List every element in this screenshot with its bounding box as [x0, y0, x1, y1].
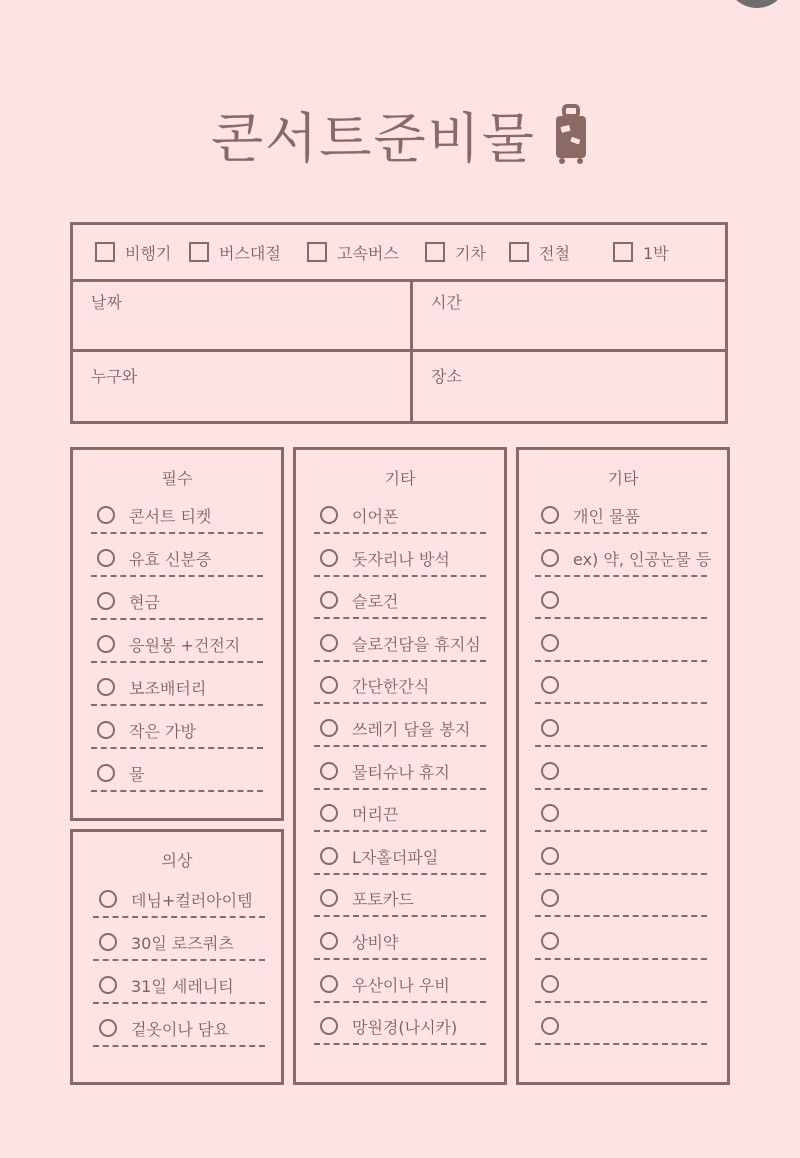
circle-checkbox-icon[interactable]: [320, 889, 338, 907]
checklist-item-label: 겉옷이나 담요: [131, 1020, 229, 1039]
checklist-item-label: 30일 로즈쿼츠: [131, 934, 234, 953]
checklist-item[interactable]: [320, 845, 486, 887]
circle-checkbox-icon[interactable]: [320, 719, 338, 737]
circle-checkbox-icon[interactable]: [541, 634, 559, 652]
circle-checkbox-icon[interactable]: [541, 804, 559, 822]
clothing-panel: [70, 829, 284, 1085]
circle-checkbox-icon[interactable]: [320, 975, 338, 993]
checklist-item[interactable]: [541, 547, 712, 589]
circle-checkbox-icon[interactable]: [97, 764, 115, 782]
with-whom-field[interactable]: [73, 352, 410, 424]
checklist-item[interactable]: [320, 973, 486, 1015]
dashed-line: [91, 618, 263, 620]
checklist-item[interactable]: [320, 674, 486, 716]
dashed-line: [314, 532, 486, 534]
circle-checkbox-icon[interactable]: [99, 890, 117, 908]
dashed-line: [91, 661, 263, 663]
circle-checkbox-icon[interactable]: [320, 676, 338, 694]
dashed-line: [535, 745, 707, 747]
dashed-line: [91, 575, 263, 577]
circle-checkbox-icon[interactable]: [320, 762, 338, 780]
circle-checkbox-icon[interactable]: [541, 506, 559, 524]
transport-option-overnight[interactable]: 1박: [613, 241, 669, 263]
circle-checkbox-icon[interactable]: [541, 549, 559, 567]
checklist-item-label: 데님+컬러아이템: [131, 891, 253, 910]
essentials-panel: [70, 447, 284, 821]
checklist-item-label: 머리끈: [352, 805, 399, 825]
checklist-item[interactable]: [320, 504, 486, 546]
dashed-line: [535, 915, 707, 917]
checklist-item-label: 돗자리나 방석: [352, 549, 450, 569]
circle-checkbox-icon[interactable]: [99, 1019, 117, 1037]
checklist-item[interactable]: [97, 633, 263, 675]
dashed-line: [314, 575, 486, 577]
circle-checkbox-icon[interactable]: [541, 975, 559, 993]
dashed-line: [314, 1001, 486, 1003]
checklist-item[interactable]: [541, 589, 707, 631]
checkbox[interactable]: [509, 242, 529, 262]
checklist-item-label: 이어폰: [352, 507, 399, 526]
checklist-item-label: 유효 신분증: [129, 550, 212, 569]
dashed-line: [93, 916, 265, 918]
checklist-item-label: 상비약: [352, 933, 399, 952]
other-panel-right: [516, 447, 730, 1085]
circle-checkbox-icon[interactable]: [320, 932, 338, 950]
circle-checkbox-icon[interactable]: [541, 889, 559, 907]
dashed-line: [314, 660, 486, 662]
checkbox[interactable]: [613, 242, 633, 262]
transport-option-train[interactable]: 기차: [425, 241, 486, 263]
checklist-item-label: 우산이나 우비: [352, 975, 450, 995]
checklist-item[interactable]: [97, 504, 263, 546]
dashed-line: [535, 575, 707, 577]
checklist-item[interactable]: [99, 931, 265, 973]
checkbox[interactable]: [307, 242, 327, 262]
circle-checkbox-icon[interactable]: [541, 676, 559, 694]
dashed-line: [535, 1001, 707, 1003]
dashed-line: [91, 704, 263, 706]
checklist-item[interactable]: [97, 676, 263, 718]
panel-title: 기타: [384, 469, 416, 488]
checklist-item-label: 슬로건: [352, 592, 399, 612]
circle-checkbox-icon[interactable]: [97, 506, 115, 524]
checklist-item[interactable]: [320, 717, 486, 759]
dashed-line: [314, 873, 486, 875]
dashed-line: [91, 747, 263, 749]
checklist-item[interactable]: [97, 719, 263, 761]
circle-checkbox-icon[interactable]: [97, 721, 115, 739]
dashed-line: [535, 873, 707, 875]
checklist-item-label: 슬로건담을 휴지심: [352, 634, 481, 654]
circle-checkbox-icon[interactable]: [541, 762, 559, 780]
checklist-item[interactable]: [320, 930, 486, 972]
checklist-item[interactable]: [97, 762, 263, 804]
place-field[interactable]: [413, 352, 725, 424]
checklist-item[interactable]: [97, 547, 263, 589]
circle-checkbox-icon[interactable]: [97, 678, 115, 696]
corner-button[interactable]: [726, 0, 788, 8]
circle-checkbox-icon[interactable]: [97, 635, 115, 653]
checklist-item[interactable]: [541, 930, 707, 972]
panel-title: 필수: [161, 469, 193, 488]
checklist-item-label: 포토카드: [352, 890, 414, 910]
circle-checkbox-icon[interactable]: [541, 847, 559, 865]
dashed-line: [314, 958, 486, 960]
checklist-item[interactable]: [320, 589, 486, 631]
checklist-item[interactable]: [320, 632, 486, 674]
checklist-item[interactable]: [320, 1015, 486, 1057]
panel-title: 기타: [607, 469, 639, 488]
dashed-line: [314, 788, 486, 790]
checklist-item-label: 31일 세레니티: [131, 977, 234, 996]
circle-checkbox-icon[interactable]: [320, 591, 338, 609]
dashed-line: [93, 959, 265, 961]
dashed-line: [535, 532, 707, 534]
dashed-line: [314, 745, 486, 747]
checklist-item[interactable]: [541, 973, 707, 1015]
checklist-item-label: 쓰레기 담을 봉지: [352, 720, 471, 739]
date-field[interactable]: [73, 282, 410, 349]
checklist-item-label: 콘서트 티켓: [129, 507, 212, 526]
checklist-item[interactable]: [541, 504, 707, 546]
checklist-item-label: 망원경(나시카): [352, 1018, 458, 1038]
dashed-line: [535, 830, 707, 832]
dashed-line: [314, 702, 486, 704]
checklist-item[interactable]: [97, 590, 263, 632]
checklist-item-label: 개인 물품: [573, 507, 640, 526]
page-title: 콘서트준비물: [210, 107, 536, 170]
checklist-item[interactable]: [541, 845, 707, 887]
circle-checkbox-icon[interactable]: [320, 847, 338, 865]
circle-checkbox-icon[interactable]: [320, 549, 338, 567]
checklist-item[interactable]: [541, 760, 707, 802]
dashed-line: [314, 617, 486, 619]
circle-checkbox-icon[interactable]: [320, 804, 338, 822]
checklist-item[interactable]: [99, 888, 265, 930]
dashed-line: [535, 1043, 707, 1045]
checklist-item[interactable]: [320, 760, 486, 802]
checklist-item[interactable]: [541, 887, 707, 929]
checklist-item[interactable]: [541, 632, 707, 674]
checklist-item[interactable]: [320, 547, 486, 589]
dashed-line: [314, 915, 486, 917]
circle-checkbox-icon[interactable]: [541, 719, 559, 737]
transport-option-express-bus[interactable]: 고속버스: [307, 241, 399, 263]
circle-checkbox-icon[interactable]: [541, 591, 559, 609]
circle-checkbox-icon[interactable]: [99, 976, 117, 994]
dashed-line: [93, 1002, 265, 1004]
dashed-line: [535, 660, 707, 662]
checklist-item-label: 물: [129, 765, 145, 784]
field-label: 누구와: [91, 367, 138, 386]
transport-option-plane[interactable]: 비행기: [95, 241, 171, 263]
dashed-line: [314, 830, 486, 832]
checkbox[interactable]: [189, 242, 209, 262]
checkbox[interactable]: [425, 242, 445, 262]
checklist-item-label: L자홀더파일: [352, 847, 439, 867]
field-label: 시간: [431, 293, 462, 312]
checklist-item-label: 응원봉 +건전지: [129, 636, 241, 655]
circle-checkbox-icon[interactable]: [541, 932, 559, 950]
circle-checkbox-icon[interactable]: [541, 1017, 559, 1035]
dashed-line: [314, 1043, 486, 1045]
luggage-icon: [553, 104, 589, 166]
checklist-item[interactable]: [541, 717, 707, 759]
checklist-item-label: 물티슈나 휴지: [352, 762, 450, 782]
dashed-line: [535, 702, 707, 704]
dashed-line: [535, 617, 707, 619]
time-field[interactable]: [413, 282, 725, 349]
checklist-item[interactable]: [99, 974, 265, 1016]
circle-checkbox-icon[interactable]: [97, 549, 115, 567]
checklist-item[interactable]: [320, 887, 486, 929]
field-label: 장소: [431, 367, 462, 386]
circle-checkbox-icon[interactable]: [320, 1017, 338, 1035]
checklist-item-label: 현금: [129, 593, 160, 612]
circle-checkbox-icon[interactable]: [320, 634, 338, 652]
trip-info-box: [70, 222, 728, 424]
checklist-item[interactable]: [541, 802, 707, 844]
transport-option-charter-bus[interactable]: 버스대절: [189, 241, 281, 263]
checklist-item-label: 간단한간식: [352, 677, 430, 697]
transport-option-subway[interactable]: 전철: [509, 241, 570, 263]
circle-checkbox-icon[interactable]: [320, 506, 338, 524]
dashed-line: [91, 790, 263, 792]
header: [0, 96, 800, 176]
checklist-item-label: ex) 약, 인공눈물 등: [573, 549, 712, 569]
field-label: 날짜: [91, 293, 122, 312]
dashed-line: [91, 532, 263, 534]
checkbox[interactable]: [95, 242, 115, 262]
dashed-line: [535, 958, 707, 960]
checklist-item[interactable]: [541, 674, 707, 716]
panel-title: 의상: [161, 851, 193, 870]
circle-checkbox-icon[interactable]: [97, 592, 115, 610]
checklist-item[interactable]: [99, 1017, 265, 1059]
dashed-line: [535, 788, 707, 790]
checklist-item-label: 작은 가방: [129, 722, 196, 741]
dashed-line: [93, 1045, 265, 1047]
checklist-item-label: 보조배터리: [129, 679, 207, 698]
circle-checkbox-icon[interactable]: [99, 933, 117, 951]
checklist-item[interactable]: [320, 802, 486, 844]
checklist-item[interactable]: [541, 1015, 707, 1057]
other-panel-middle: [293, 447, 507, 1085]
transport-options: [73, 225, 725, 282]
